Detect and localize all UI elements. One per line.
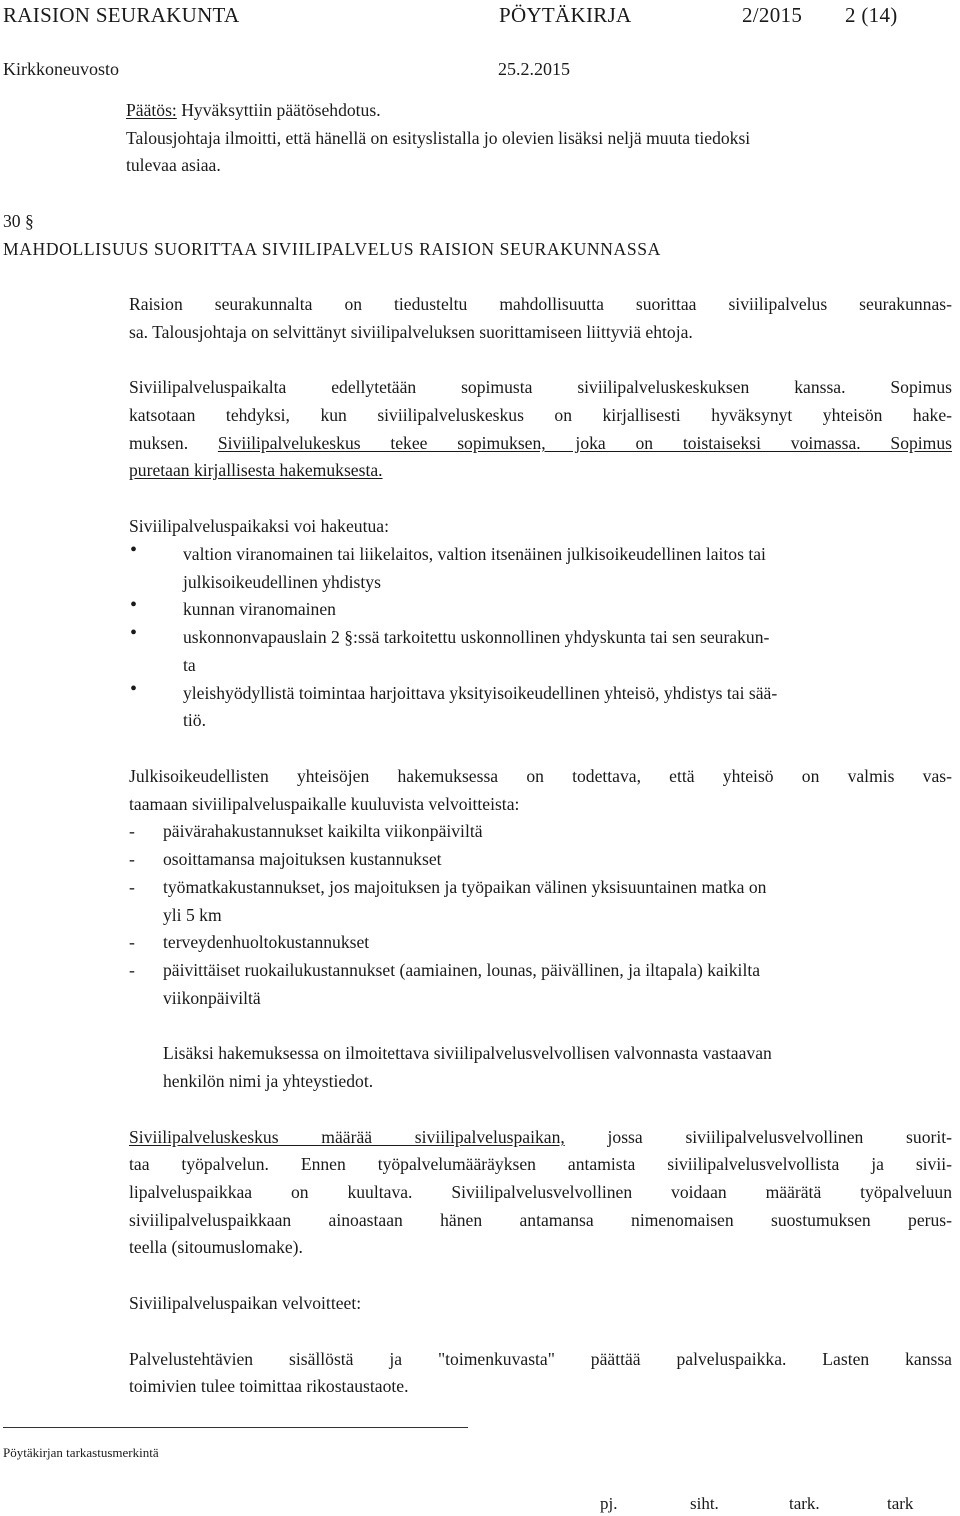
bullet-2: • xyxy=(130,594,138,616)
section-title: MAHDOLLISUUS SUORITTAA SIVIILIPALVELUS RAISION SEURAKUNNASSA xyxy=(3,239,661,259)
obligation-3-line2: yli 5 km xyxy=(163,905,222,925)
dash-3: - xyxy=(129,877,135,897)
duties-line1: Palvelustehtävien sisällöstä ja "toimenkuvasta" päättää palveluspaikka. Lasten kanssa xyxy=(129,1349,952,1369)
dash-4: - xyxy=(129,932,135,952)
duties-line2: toimivien tulee toimittaa rikostaustaote. xyxy=(129,1376,409,1396)
intro-line1: Raision seurakunnalta on tiedusteltu mahdollisuutta suorittaa siviilipalvelus seurakunnas- xyxy=(129,294,952,314)
dash-2: - xyxy=(129,849,135,869)
header-org: RAISION SEURAKUNTA xyxy=(3,3,240,27)
decision-line3: tulevaa asiaa. xyxy=(126,155,221,175)
header-doc-type: PÖYTÄKIRJA xyxy=(499,3,632,27)
applicant-1-line1: valtion viranomainen tai liikelaitos, valtion itsenäinen julkisoikeudellinen laitos tai xyxy=(183,544,766,564)
dash-5: - xyxy=(129,960,135,980)
decision-label: Päätös: xyxy=(126,100,177,120)
decision-text: Hyväksyttiin päätösehdotus. xyxy=(176,100,381,120)
obligation-2: osoittamansa majoituksen kustannukset xyxy=(163,849,442,869)
section-number: 30 § xyxy=(3,211,34,231)
applicant-4-line1: yleishyödyllistä toimintaa harjoittava yksityisoikeudellinen yhteisö, yhdistys tai sää- xyxy=(183,683,778,703)
applicants-heading: Siviilipalveluspaikaksi voi hakeutua: xyxy=(129,516,389,536)
placement-line1b: jossa siviilipalvelusvelvollinen suorit- xyxy=(564,1127,952,1147)
agreement-line4: puretaan kirjallisesta hakemuksesta. xyxy=(129,460,383,480)
signature-chair: pj. xyxy=(600,1494,618,1513)
placement-line2: taa työpalvelun. Ennen työpalvelumääräyksen antamista siviilipalvelusvelvollista ja sivii- xyxy=(129,1154,952,1174)
obligation-5-line1: päivittäiset ruokailukustannukset (aamiainen, lounas, päivällinen, ja iltapala) kaikilta xyxy=(163,960,761,980)
obligation-3-line1: työmatkakustannukset, jos majoituksen ja työpaikan välinen yksisuuntainen matka on xyxy=(163,877,767,897)
signature-checker-2: tark xyxy=(887,1494,914,1513)
signature-secretary: siht. xyxy=(690,1494,719,1513)
obligation-4: terveydenhuoltokustannukset xyxy=(163,932,370,952)
applicant-2-line1: kunnan viranomainen xyxy=(183,599,336,619)
placement-line1a: Siviilipalveluskeskus määrää siviilipalveluspaikan, xyxy=(129,1127,565,1147)
obligations-line1: Julkisoikeudellisten yhteisöjen hakemuksessa on todettava, että yhteisö on valmis vas- xyxy=(129,766,952,786)
applicant-1-line2: julkisoikeudellinen yhdistys xyxy=(183,572,381,592)
placement-line1 xyxy=(129,1124,952,1152)
decision-line2: Talousjohtaja ilmoitti, että hänellä on esityslistalla jo olevien lisäksi neljä muuta tiedoksi xyxy=(126,128,751,148)
header-page: 2 (14) xyxy=(845,3,898,27)
header-doc-number: 2/2015 xyxy=(742,3,803,27)
dash-1: - xyxy=(129,821,135,841)
bullet-3: • xyxy=(130,622,138,644)
intro-line2: sa. Talousjohtaja on selvittänyt siviilipalveluksen suorittamiseen liittyviä ehtoja. xyxy=(129,322,693,342)
placement-line4: siviilipalveluspaikkaan ainoastaan hänen antamansa nimenomaisen suostumuksen perus- xyxy=(129,1210,952,1230)
agreement-line1: Siviilipalveluspaikalta edellytetään sopimusta siviilipalveluskeskuksen kanssa. Sopimus xyxy=(129,377,952,397)
agreement-line3a: muksen. xyxy=(129,433,218,453)
obligations-extra-line2: henkilön nimi ja yhteystiedot. xyxy=(163,1071,374,1091)
agreement-line2: katsotaan tehdyksi, kun siviilipalveluskeskus on kirjallisesti hyväksynyt yhteisön hake- xyxy=(129,405,952,425)
agreement-line3 xyxy=(129,430,952,458)
obligation-1: päivärahakustannukset kaikilta viikonpäiviltä xyxy=(163,821,483,841)
placement-line3: lipalveluspaikkaa on kuultava. Siviilipalvelusvelvollinen voidaan määrätä työpalveluun xyxy=(129,1182,952,1202)
footer-note: Pöytäkirjan tarkastusmerkintä xyxy=(3,1445,159,1460)
bullet-4: • xyxy=(130,678,138,700)
obligation-5-line2: viikonpäiviltä xyxy=(163,988,261,1008)
obligations-extra-line1: Lisäksi hakemuksessa on ilmoitettava siviilipalvelusvelvollisen valvonnasta vastaavan xyxy=(163,1043,772,1063)
bullet-1: • xyxy=(130,539,138,561)
signature-checker-1: tark. xyxy=(789,1494,820,1513)
applicant-4-line2: tiö. xyxy=(183,710,206,730)
decision-line1 xyxy=(126,97,381,125)
applicant-3-line2: ta xyxy=(183,655,196,675)
obligations-line2: taamaan siviilipalveluspaikalle kuuluvista velvoitteista: xyxy=(129,794,520,814)
duties-heading: Siviilipalveluspaikan velvoitteet: xyxy=(129,1293,362,1313)
header-body: Kirkkoneuvosto xyxy=(3,59,119,79)
placement-line5: teella (sitoumuslomake). xyxy=(129,1237,303,1257)
agreement-line3b: Siviilipalvelukeskus tekee sopimuksen, joka on toistaiseksi voimassa. Sopimus xyxy=(217,433,953,453)
applicant-3-line1: uskonnonvapauslain 2 §:ssä tarkoitettu uskonnollinen yhdyskunta tai sen seurakun- xyxy=(183,627,770,647)
footer-divider xyxy=(3,1427,468,1428)
header-date: 25.2.2015 xyxy=(498,59,570,79)
